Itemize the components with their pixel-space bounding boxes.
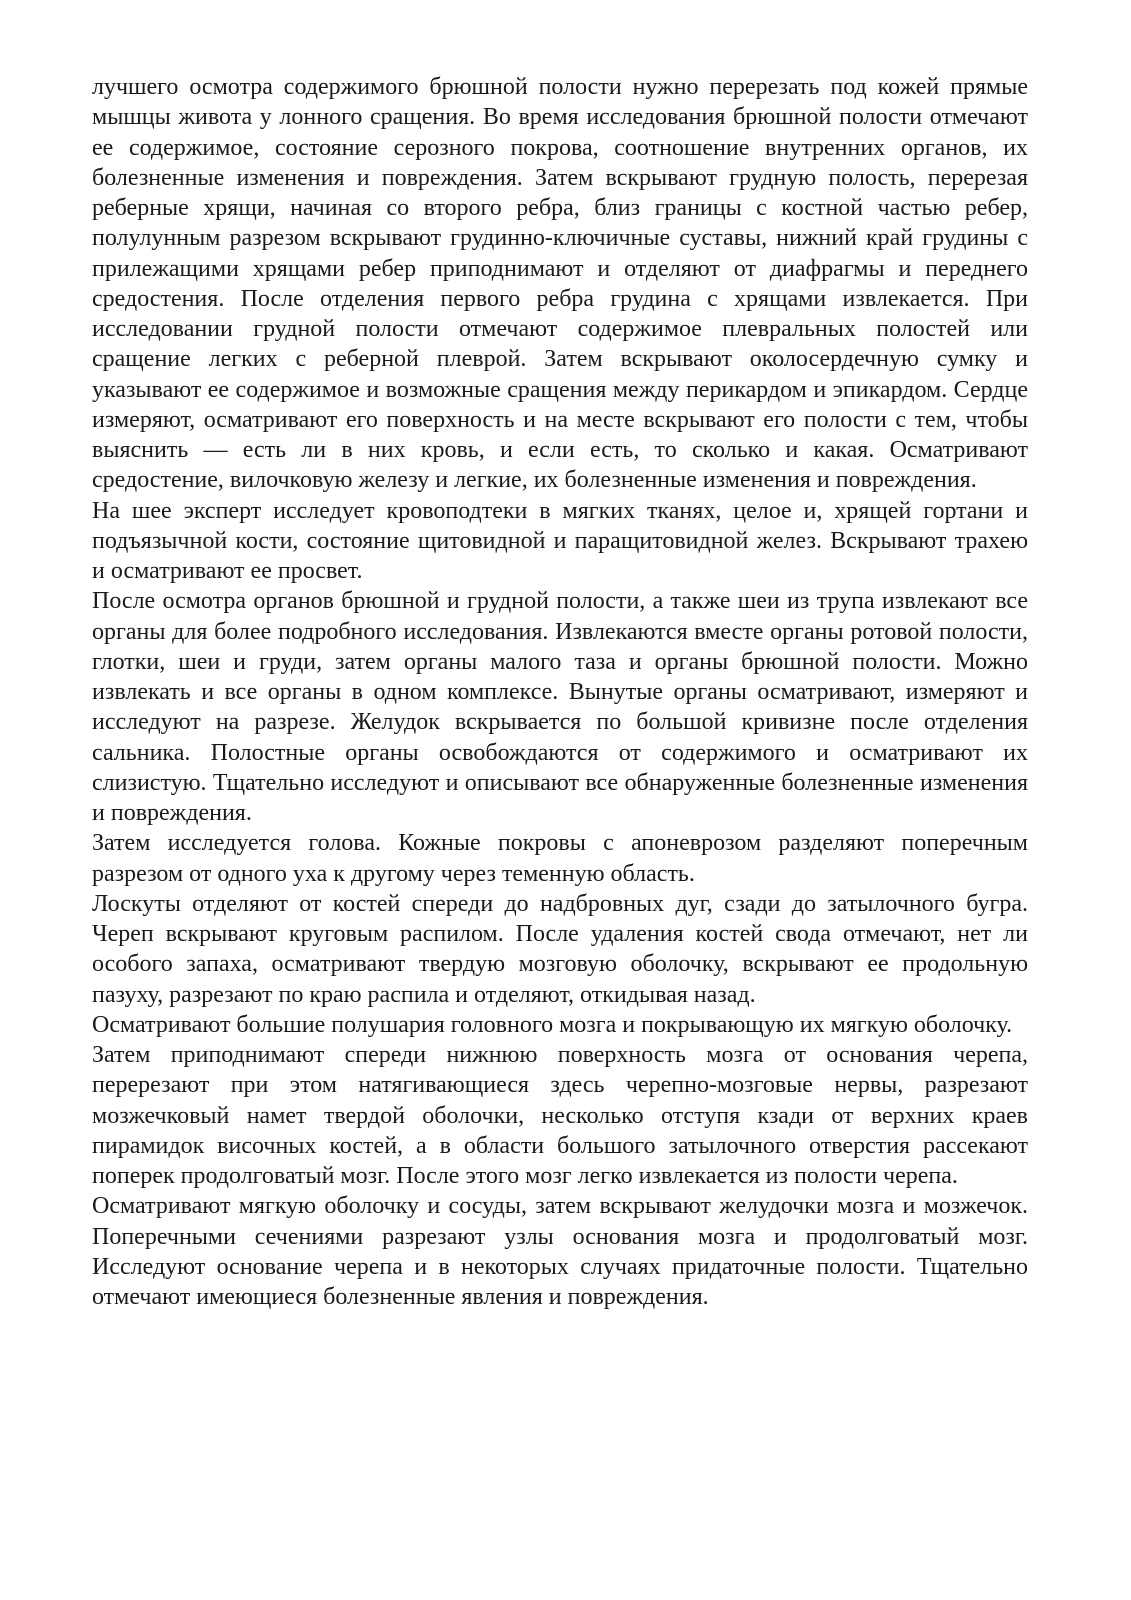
paragraph-skull-opening: Лоскуты отделяют от костей спереди до надбровных дуг, сзади до затылочного бугра. Череп вскрывают круговым распилом. После удаления костей свода отмечают, нет ли особого запаха, осматривают твердую мозговую оболочку, вскрывают ее продольную пазуху, разрезают по краю распила и отделяют, откидывая назад. <box>92 890 1028 1008</box>
paragraph-brain-extraction: Затем приподнимают спереди нижнюю поверхность мозга от основания черепа, перерезают при этом натягивающиеся здесь черепно-мозговые нервы, разрезают мозжечковый намет твердой оболочки, несколько отступя кзади от верхних краев пирамидок височных костей, а в области большого затылочного отверстия рассекают поперек продолговатый мозг. После этого мозг легко извлекается из полости черепа. <box>92 1042 1028 1189</box>
paragraph-brain-hemispheres: Осматривают большие полушария головного мозга и покрывающую их мягкую оболочку. <box>92 1011 1013 1038</box>
paragraph-neck-examination: На шее эксперт исследует кровоподтеки в мягких тканях, целое и, хрящей гортани и подъязычной кости, состояние щитовидной и паращитовидной желез. Вскрывают трахею и осматривают ее просвет. <box>92 497 1028 584</box>
paragraph-head-examination: Затем исследуется голова. Кожные покровы с апоневрозом разделяют поперечным разрезом от одного уха к другому через теменную область. <box>92 830 1028 887</box>
paragraph-abdominal-thoracic-examination: лучшего осмотра содержимого брюшной полости нужно перерезать под кожей прямые мышцы живота у лонного сращения. Во время исследования брюшной полости отмечают ее содержимое, состояние серозного покрова, соотношение внутренних органов, их болезненные изменения и повреждения. Затем вскрывают грудную полость, перерезая реберные хрящи, начиная со второго ребра, близ границы с костной частью ребер, полулунным разрезом вскрывают грудинно-ключичные суставы, нижний край грудины с прилежащими хрящами ребер приподнимают и отделяют от диафрагмы и переднего средостения. После отделения первого ребра грудина с хрящами извлекается. При исследовании грудной полости отмечают содержимое плевральных полостей или сращение легких с реберной плеврой. Затем вскрывают околосердечную сумку и указывают ее содержимое и возможные сращения между перикардом и эпикардом. Сердце измеряют, осматривают его поверхность и на месте вскрывают его полости с тем, чтобы выяснить — есть ли в них кровь, и если есть, то сколько и какая. Осматривают средостение, вилочковую железу и легкие, их болезненные изменения и повреждения. <box>92 74 1028 494</box>
paragraph-organ-extraction: После осмотра органов брюшной и грудной полости, а также шеи из трупа извлекают все органы для более подробного исследования. Извлекаются вместе органы ротовой полости, глотки, шеи и груди, затем органы малого таза и органы брюшной полости. Можно извлекать и все органы в одном комплексе. Вынутые органы осматривают, измеряют и исследуют на разрезе. Желудок вскрывается по большой кривизне после отделения сальника. Полостные органы освобождаются от содержимого и осматривают их слизистую. Тщательно исследуют и описывают все обнаруженные болезненные изменения и повреждения. <box>92 588 1028 826</box>
document-page <box>92 72 1028 1312</box>
paragraph-brain-sectioning: Осматривают мягкую оболочку и сосуды, затем вскрывают желудочки мозга и мозжечок. Поперечными сечениями разрезают узлы основания мозга и продолговатый мозг. Исследуют основание черепа и в некоторых случаях придаточные полости. Тщательно отмечают имеющиеся болезненные явления и повреждения. <box>92 1193 1028 1310</box>
